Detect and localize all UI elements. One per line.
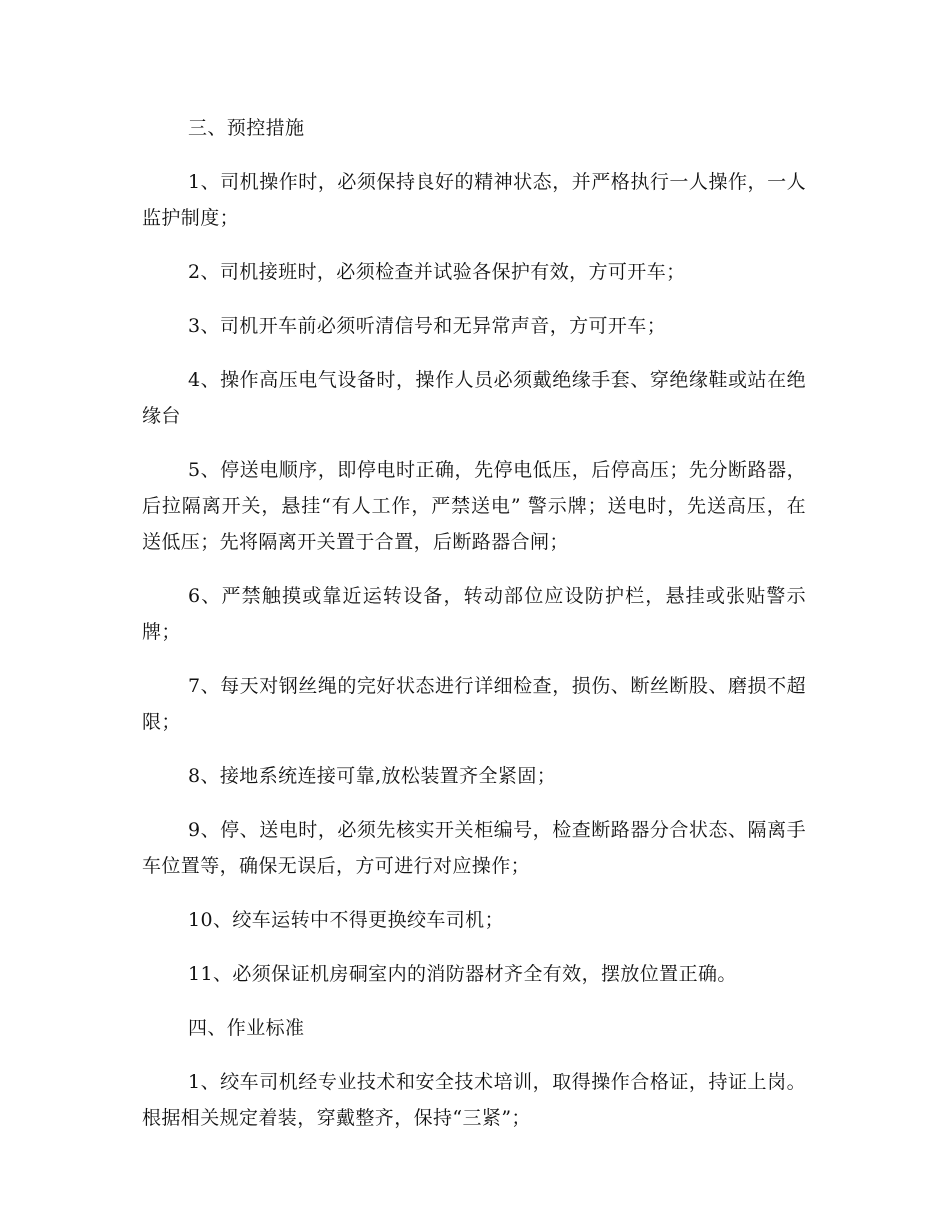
section-heading-precautions: 三、预控措施 (188, 117, 305, 139)
paragraph-standard-1: 1、绞车司机经专业技术和安全技术培训，取得操作合格证，持证上岗。根据相关规定着装，穿戴整齐，保持“三紧”； (142, 1071, 806, 1129)
document-body (142, 110, 806, 1154)
paragraph-item-3: 3、司机开车前必须听清信号和无异常声音，方可开车； (188, 315, 667, 337)
paragraph-item-6: 6、严禁触摸或靠近运转设备，转动部位应设防护栏，悬挂或张贴警示牌； (142, 585, 806, 643)
paragraph-item-2: 2、司机接班时，必须检查并试验各保护有效，方可开车； (188, 261, 686, 283)
paragraph-item-4: 4、操作高压电气设备时，操作人员必须戴绝缘手套、穿绝缘鞋或站在绝缘台 (142, 369, 806, 427)
paragraph-item-9: 9、停、送电时，必须先核实开关柜编号，检查断路器分合状态、隔离手车位置等，确保无误后，方可进行对应操作； (142, 819, 806, 877)
paragraph-item-10: 10、绞车运转中不得更换绞车司机； (188, 909, 504, 931)
paragraph-item-7: 7、每天对钢丝绳的完好状态进行详细检查，损伤、断丝断股、磨损不超限； (142, 675, 806, 733)
section-heading-work-standards: 四、作业标准 (188, 1017, 305, 1039)
paragraph-item-5: 5、停送电顺序，即停电时正确，先停电低压，后停高压；先分断路器，后拉隔离开关，悬挂“有人工作，严禁送电” 警示牌；送电时，先送高压，在送低压；先将隔离开关置于合置，后断路器合闸； (142, 459, 806, 553)
paragraph-item-1: 1、司机操作时，必须保持良好的精神状态，并严格执行一人操作，一人监护制度； (142, 171, 806, 229)
paragraph-item-8: 8、接地系统连接可靠,放松装置齐全紧固； (188, 765, 557, 787)
paragraph-item-11: 11、必须保证机房硐室内的消防器材齐全有效，摆放位置正确。 (188, 963, 737, 985)
